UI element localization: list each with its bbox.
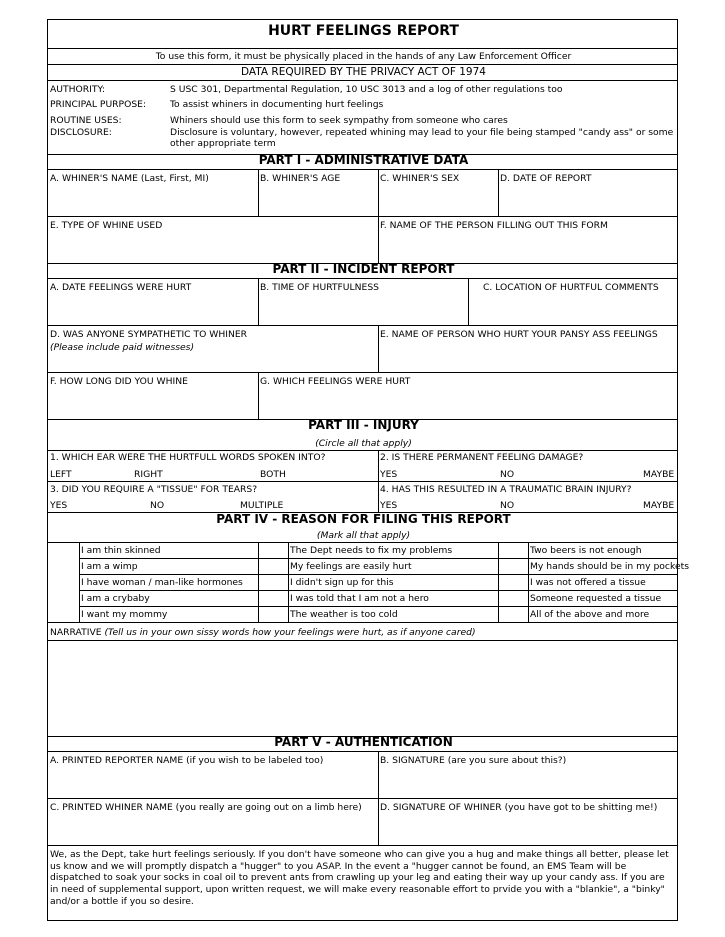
reason-checkbox[interactable] <box>48 558 79 574</box>
field-location-hurtful-comments[interactable]: C. LOCATION OF HURTFUL COMMENTS <box>483 282 659 293</box>
reason-label: I am thin skinned <box>81 545 161 556</box>
option-damage-yes[interactable]: YES <box>380 469 398 480</box>
option-brain-yes[interactable]: YES <box>380 500 398 511</box>
reason-checkbox[interactable] <box>498 558 528 574</box>
field-how-long-whine[interactable]: F. HOW LONG DID YOU WHINE <box>50 376 188 387</box>
reason-label: Two beers is not enough <box>530 545 642 556</box>
routine-uses-value: Whiners should use this form to seek sympathy from someone who cares <box>170 115 508 126</box>
option-ear-right[interactable]: RIGHT <box>134 469 163 480</box>
question-tissue: 3. DID YOU REQUIRE A "TISSUE" FOR TEARS? <box>50 484 258 495</box>
reason-label: I have woman / man-like hormones <box>81 577 243 588</box>
part2-heading: PART II - INCIDENT REPORT <box>272 262 455 276</box>
field-date-of-report[interactable]: D. DATE OF REPORT <box>500 173 592 184</box>
reason-label: The weather is too cold <box>290 609 398 620</box>
field-time-of-hurtfulness[interactable]: B. TIME OF HURTFULNESS <box>260 282 379 293</box>
part3-note: (Circle all that apply) <box>315 438 412 449</box>
reason-label: I am a wimp <box>81 561 138 572</box>
reason-label: The Dept needs to fix my problems <box>290 545 453 556</box>
reason-checkbox[interactable] <box>258 558 288 574</box>
field-whiner-name[interactable]: A. WHINER'S NAME (Last, First, MI) <box>50 173 209 184</box>
reason-checkbox[interactable] <box>258 590 288 606</box>
field-reporter-signature[interactable]: B. SIGNATURE (are you sure about this?) <box>380 755 567 766</box>
form-instruction: To use this form, it must be physically placed in the hands of any Law Enforcement Officer <box>155 51 572 62</box>
field-printed-whiner-name[interactable]: C. PRINTED WHINER NAME (you really are going out on a limb here) <box>50 802 362 813</box>
footer-statement: We, as the Dept, take hurt feelings seriously. If you don't have someone who can give you a hug and make things all better, please let us know and we will promptly dispatch a "hugger" to you ASAP. In the event a "hugger cannot be found, an EMS Team will be dispatched to soak your socks in coal oil to prevent ants from crawling up your leg and eating their way up your candy ass. If you are in need of supplemental support, upon written request, we will make every reasonable effort to prvide you with a "blankie", a "binky" and/or a bottle if you so desire. <box>50 849 669 907</box>
option-brain-maybe[interactable]: MAYBE <box>643 500 675 511</box>
option-tissue-no[interactable]: NO <box>150 500 165 511</box>
narrative-input[interactable] <box>49 641 676 736</box>
narrative-note: (Tell us in your own sissy words how your feelings were hurt, as if anyone cared) <box>104 627 476 638</box>
reason-checkbox[interactable] <box>498 542 528 558</box>
reason-label: I want my mommy <box>81 609 168 620</box>
reason-label: All of the above and more <box>530 609 650 620</box>
reason-checkbox[interactable] <box>258 606 288 622</box>
reason-label: I was not offered a tissue <box>530 577 646 588</box>
reason-checkbox[interactable] <box>258 542 288 558</box>
reason-label: I am a crybaby <box>81 593 150 604</box>
reason-checkbox[interactable] <box>48 590 79 606</box>
reason-checkbox[interactable] <box>498 606 528 622</box>
purpose-value: To assist whiners in documenting hurt feelings <box>170 99 384 110</box>
option-damage-no[interactable]: NO <box>500 469 515 480</box>
privacy-act-heading: DATA REQUIRED BY THE PRIVACY ACT OF 1974 <box>241 66 486 78</box>
field-which-feelings-hurt[interactable]: G. WHICH FEELINGS WERE HURT <box>260 376 411 387</box>
reason-label: Someone requested a tissue <box>530 593 662 604</box>
field-printed-reporter-name[interactable]: A. PRINTED REPORTER NAME (if you wish to be labeled too) <box>50 755 324 766</box>
part4-heading: PART IV - REASON FOR FILING THIS REPORT <box>216 512 511 526</box>
option-ear-left[interactable]: LEFT <box>50 469 72 480</box>
option-ear-both[interactable]: BOTH <box>260 469 286 480</box>
question-permanent-damage: 2. IS THERE PERMANENT FEELING DAMAGE? <box>380 452 584 463</box>
form-title: HURT FEELINGS REPORT <box>268 23 459 39</box>
reason-checkbox[interactable] <box>258 574 288 590</box>
reason-label: I was told that I am not a hero <box>290 593 429 604</box>
field-whiner-age[interactable]: B. WHINER'S AGE <box>260 173 341 184</box>
reason-label: My hands should be in my pockets <box>530 561 690 572</box>
reason-checkbox[interactable] <box>498 590 528 606</box>
option-tissue-multiple[interactable]: MULTIPLE <box>240 500 284 511</box>
narrative-title: NARRATIVE <box>50 627 102 638</box>
reason-checkbox[interactable] <box>498 574 528 590</box>
part1-heading: PART I - ADMINISTRATIVE DATA <box>258 153 469 167</box>
authority-value: S USC 301, Departmental Regulation, 10 USC 3013 and a log of other regulations too <box>170 84 563 95</box>
question-ear: 1. WHICH EAR WERE THE HURTFULL WORDS SPOKEN INTO? <box>50 452 326 463</box>
purpose-label: PRINCIPAL PURPOSE: <box>50 99 147 110</box>
part3-heading: PART III - INJURY <box>308 418 419 432</box>
field-whiner-signature[interactable]: D. SIGNATURE OF WHINER (you have got to be shitting me!) <box>380 802 658 813</box>
reason-checkbox[interactable] <box>48 542 79 558</box>
field-type-of-whine[interactable]: E. TYPE OF WHINE USED <box>50 220 163 231</box>
reason-checkbox[interactable] <box>48 574 79 590</box>
reason-label: My feelings are easily hurt <box>290 561 412 572</box>
option-damage-maybe[interactable]: MAYBE <box>643 469 675 480</box>
field-person-who-hurt-feelings[interactable]: E. NAME OF PERSON WHO HURT YOUR PANSY ASS FEELINGS <box>380 329 658 340</box>
disclosure-value: Disclosure is voluntary, however, repeated whining may lead to your file being stamped "candy ass" or some other appropriate term <box>170 127 674 149</box>
option-tissue-yes[interactable]: YES <box>50 500 68 511</box>
part5-heading: PART V - AUTHENTICATION <box>274 735 453 749</box>
routine-uses-label: ROUTINE USES: <box>50 115 122 126</box>
option-brain-no[interactable]: NO <box>500 500 515 511</box>
question-brain-injury: 4. HAS THIS RESULTED IN A TRAUMATIC BRAIN INJURY? <box>380 484 632 495</box>
narrative-label <box>50 627 476 638</box>
disclosure-label: DISCLOSURE: <box>50 127 112 138</box>
field-anyone-sympathetic[interactable]: D. WAS ANYONE SYMPATHETIC TO WHINER <box>50 329 248 340</box>
reason-label: I didn't sign up for this <box>290 577 394 588</box>
sympathetic-note: (Please include paid witnesses) <box>50 342 195 353</box>
field-whiner-sex[interactable]: C. WHINER'S SEX <box>380 173 460 184</box>
authority-label: AUTHORITY: <box>50 84 105 95</box>
field-date-feelings-hurt[interactable]: A. DATE FEELINGS WERE HURT <box>50 282 192 293</box>
reason-checkbox[interactable] <box>48 606 79 622</box>
hurt-feelings-form <box>47 19 690 921</box>
reasons-grid <box>48 542 690 622</box>
field-person-filling-form[interactable]: F. NAME OF THE PERSON FILLING OUT THIS FORM <box>380 220 608 231</box>
part4-note: (Mark all that apply) <box>316 530 411 541</box>
